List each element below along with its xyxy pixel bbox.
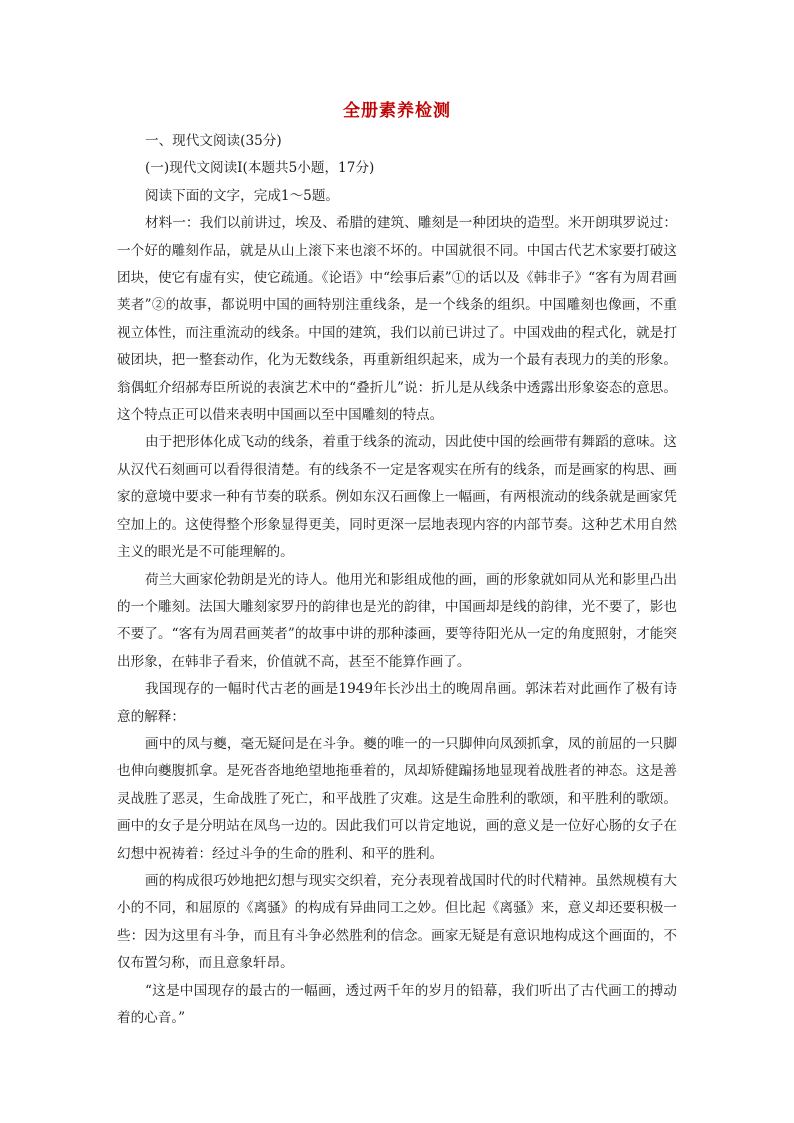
paragraph-closing-quote: “这是中国现存的最古的一幅画，透过两千年的岁月的铅幕，我们听出了古代画工的搏动着的心音。” [117,982,677,1026]
paragraph-line-flow: 由于把形体化成飞动的线条，着重于线条的流动，因此使中国的绘画带有舞蹈的意味。这从汉代石刻画可以看得很清楚。有的线条不一定是客观实在所有的线条，而是画家的构思、画家的意境中要求一种有节奏的联系。例如东汉石画像上一幅画，有两根流动的线条就是画家凭空加上的。这使得整个形象显得更美，同时更深一层地表现内容的内部节奏。这种艺术用自然主义的眼光是不可能理解的。 [117,434,677,561]
document-body [117,128,677,1032]
paragraph-composition: 画的构成很巧妙地把幻想与现实交织着，充分表现着战国时代的时代精神。虽然规模有大小的不同，和屈原的《离骚》的构成有异曲同工之妙。但比起《离骚》来，意义却还要积极一些：因为这里有斗争，而且有斗争必然胜利的信念。画家无疑是有意识地构成这个画面的，不仅布置匀称，而且意象轩昂。 [117,872,677,972]
paragraph-material-one: 材料一：我们以前讲过，埃及、希腊的建筑、雕刻是一种团块的造型。米开朗琪罗说过：一个好的雕刻作品，就是从山上滚下来也滚不坏的。中国就很不同。中国古代艺术家要打破这团块，使它有虚有实，使它疏通。《论语》中“绘事后素”①的话以及《韩非子》“客有为周君画荚者”②的故事，都说明中国的画特别注重线条，是一个线条的组织。中国雕刻也像画，不重视立体性，而注重流动的线条。中国的建筑，我们以前已讲过了。中国戏曲的程式化，就是打破团块，把一整套动作，化为无数线条，再重新组织起来，成为一个最有表现力的美的形象。翁偶虹介绍郝寿臣所说的表演艺术中的“叠折儿”说：折儿是从线条中透露出形象姿态的意思。这个特点正可以借来表明中国画以至中国雕刻的特点。 [117,215,677,424]
paragraph-light-rhythm: 荷兰大画家伦勃朗是光的诗人。他用光和影组成他的画，画的形象就如同从光和影里凸出的一个雕刻。法国大雕刻家罗丹的韵律也是光的韵律，中国画却是线的韵律，光不要了，影也不要了。“客有为周君画荚者”的故事中讲的那种漆画，要等待阳光从一定的角度照射，才能突出形象，在韩非子看来，价值就不高，甚至不能算作画了。 [117,571,677,670]
document-title: 全册素养检测 [343,101,451,121]
paragraph-silk-painting: 我国现存的一幅时代古老的画是1949年长沙出土的晚周帛画。郭沫若对此画作了极有诗意的解释： [117,681,677,725]
subsection-heading: (一)现代文阅读Ⅰ(本题共5小题，17分) [145,160,375,177]
section-heading: 一、现代文阅读(35分) [145,133,282,149]
reading-instruction: 阅读下面的文字，完成1～5题。 [145,187,340,204]
paragraph-phoenix-kui: 画中的凤与夔，毫无疑问是在斗争。夔的唯一的一只脚伸向凤颈抓拿，凤的前屈的一只脚也伸向夔腹抓拿。是死沓沓地绝望地拖垂着的，凤却矫健蹁扬地显现着战胜者的神态。这是善灵战胜了恶灵，生命战胜了死亡，和平战胜了灾难。这是生命胜利的歌颂，和平胜利的歌颂。画中的女子是分明站在凤鸟一边的。因此我们可以肯定地说，画的意义是一位好心肠的女子在幻想中祝祷着：经过斗争的生命的胜利、和平的胜利。 [117,735,677,862]
